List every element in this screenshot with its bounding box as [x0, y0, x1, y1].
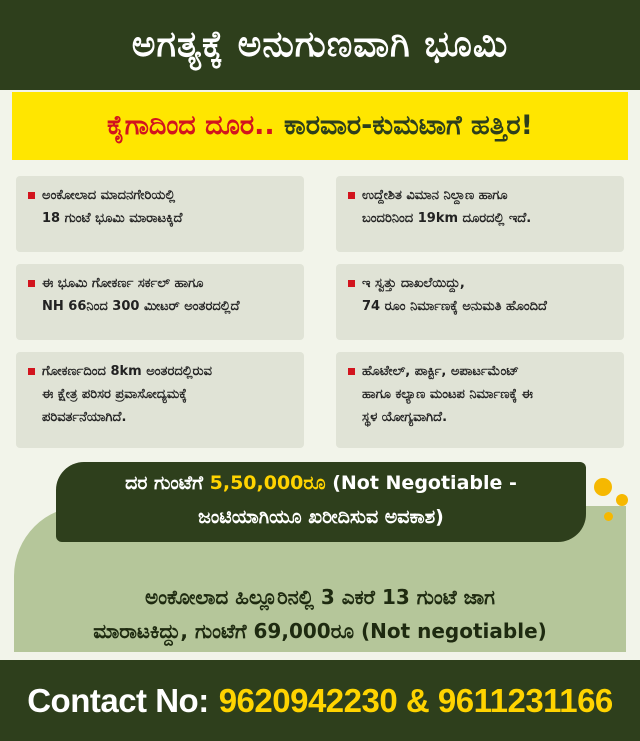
header-banner	[0, 0, 640, 90]
feature-line: NH 66ನಿಂದ 300 ಮೀಟರ್ ಅಂತರದಲ್ಲಿದೆ	[42, 299, 240, 314]
feature-line: ಈ ಕ್ಷೇತ್ರ ಪರಿಸರ ಪ್ರವಾಸೋದ್ಯಮಕ್ಕೆ	[42, 387, 187, 402]
subheadline-red-part: ಕೈಗಾದಿಂದ ದೂರ..	[107, 110, 275, 141]
subheadline-strip	[12, 92, 628, 160]
feature-line: ಉದ್ದೇಶಿತ ವಿಮಾನ ನಿಲ್ದಾಣ ಹಾಗೂ	[362, 188, 508, 203]
second-offer-line: ಅಂಕೋಲಾದ ಹಿಲ್ಲೂರಿನಲ್ಲಿ 3 ಎಕರೆ 13 ಗುಂಟೆ ಜಾಗ	[145, 585, 495, 609]
feature-card	[336, 352, 624, 448]
feature-line: ಈ ಭೂಮಿ ಗೋಕರ್ಣ ಸರ್ಕಲ್ ಹಾಗೂ	[42, 276, 204, 291]
decorative-dot	[604, 512, 613, 521]
price-joint-note: ಜಂಟಿಯಾಗಿಯೂ ಖರೀದಿಸುವ ಅವಕಾಶ)	[198, 506, 444, 528]
bullet-icon	[348, 280, 355, 287]
contact-bar	[0, 660, 640, 741]
page-title: ಅಗತ್ಯಕ್ಕೆ ಅನುಗುಣವಾಗಿ ಭೂಮಿ	[131, 24, 509, 65]
subheadline	[107, 110, 533, 142]
feature-card	[336, 176, 624, 252]
feature-card	[16, 176, 304, 252]
price-banner	[56, 462, 586, 542]
subheadline-dark-part: ಕಾರವಾರ-ಕುಮಟಾಗೆ ಹತ್ತಿರ!	[274, 110, 533, 141]
feature-line: ಹೊಟೇಲ್, ಪಾರ್ಕ್ಟಿ, ಅಪಾರ್ಟಮೆಂಟ್	[362, 364, 519, 379]
feature-line: ಅಂಕೋಲಾದ ಮಾದನಗೇರಿಯಲ್ಲಿ	[42, 188, 176, 203]
feature-line: ಹಾಗೂ ಕಲ್ಯಾಣ ಮಂಟಪ ನಿರ್ಮಾಣಕ್ಕೆ ಈ	[362, 387, 533, 402]
feature-line: ಪರಿವರ್ತನೆಯಾಗಿದೆ.	[42, 410, 127, 425]
feature-line: ಗೋಕರ್ಣದಿಂದ 8km ಅಂತರದಲ್ಲಿರುವ	[42, 364, 212, 379]
price-prefix: ದರ ಗುಂಟೆಗೆ	[125, 472, 210, 494]
feature-line: ಇ ಸ್ವತ್ತು ದಾಖಲೆಯಿದ್ದು,	[362, 276, 465, 291]
contact-label: Contact No:	[27, 681, 209, 719]
feature-line: ಸ್ಥಳ ಯೋಗ್ಯವಾಗಿದೆ.	[362, 410, 448, 425]
bullet-icon	[348, 368, 355, 375]
feature-card	[16, 264, 304, 340]
feature-card	[16, 352, 304, 448]
bullet-icon	[28, 192, 35, 199]
feature-line: 18 ಗುಂಟೆ ಭೂಮಿ ಮಾರಾಟಕ್ಕಿದೆ	[42, 211, 183, 226]
bullet-icon	[28, 280, 35, 287]
price-amount: 5,50,000ರೂ	[209, 472, 326, 494]
bullet-icon	[348, 192, 355, 199]
contact-numbers[interactable]: 9620942230 & 9611231166	[218, 681, 613, 719]
decorative-dot	[594, 478, 612, 496]
feature-line: 74 ರೂಂ ನಿರ್ಮಾಣಕ್ಕೆ ಅನುಮತಿ ಹೊಂದಿದೆ	[362, 299, 547, 314]
feature-card	[336, 264, 624, 340]
price-suffix: (Not Negotiable -	[325, 472, 517, 494]
bullet-icon	[28, 368, 35, 375]
decorative-dot	[616, 494, 628, 506]
second-offer-line: ಮಾರಾಟಕಿದ್ದು, ಗುಂಟೆಗೆ 69,000ರೂ (Not negotiable)	[93, 619, 547, 643]
feature-line: ಬಂದರಿನಿಂದ 19km ದೂರದಲ್ಲಿ ಇದೆ.	[362, 211, 532, 226]
